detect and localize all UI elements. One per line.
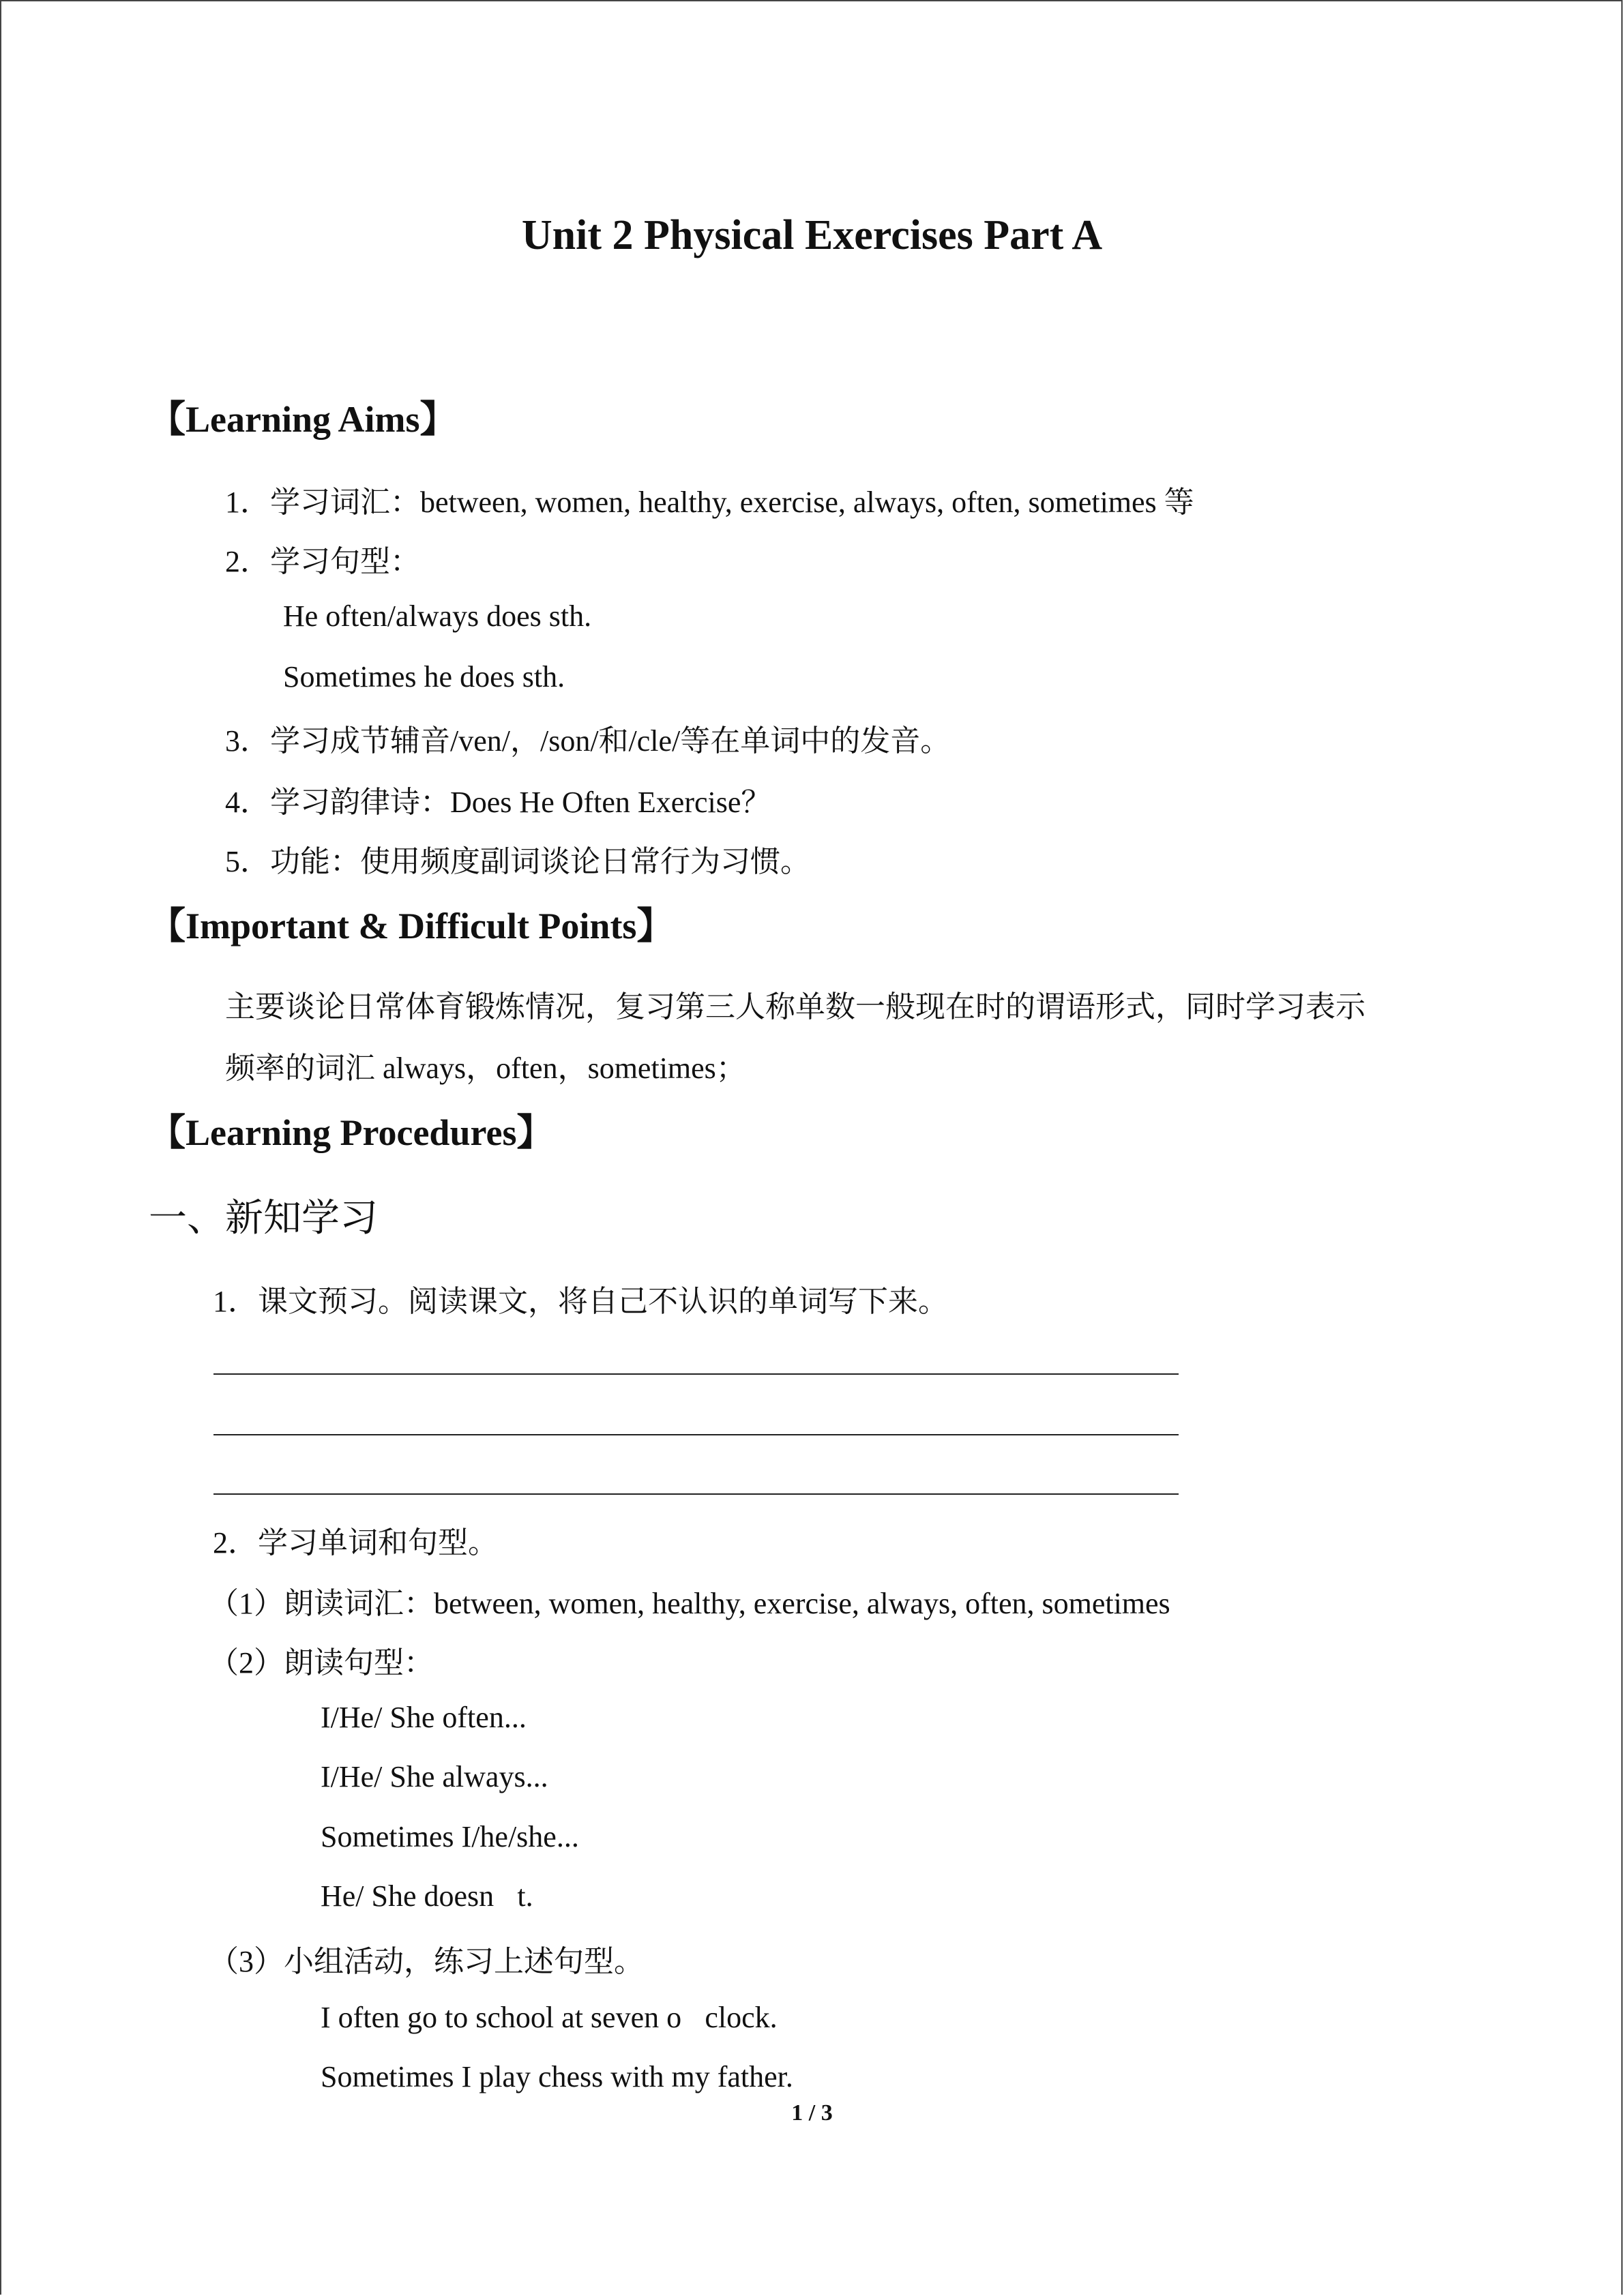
example-sentence-2: Sometimes I play chess with my father. xyxy=(321,2060,793,2093)
answer-line-3[interactable] xyxy=(213,1493,1179,1495)
pattern-sometimes: Sometimes I/he/she... xyxy=(321,1820,579,1853)
important-points-heading: 【Important & Difficult Points】 xyxy=(149,906,674,946)
pattern-often: I/He/ She often... xyxy=(321,1701,527,1734)
step-1-preview: 1．课文预习。阅读课文，将自己不认识的单词写下来。 xyxy=(213,1285,948,1318)
document-title: Unit 2 Physical Exercises Part A xyxy=(521,212,1103,258)
pattern-doesnt: He/ She doesn t. xyxy=(321,1879,533,1913)
aim-item-2: 2．学习句型： xyxy=(225,545,420,578)
pattern-always: I/He/ She always... xyxy=(321,1760,548,1793)
page-number: 1 / 3 xyxy=(791,2100,833,2126)
example-sentence-1: I often go to school at seven o clock. xyxy=(321,2001,778,2034)
sub-step-2-read-patterns: （2）朗读句型： xyxy=(209,1646,434,1680)
aim-item-3: 3．学习成节辅音/ven/，/son/和/cle/等在单词中的发音。 xyxy=(225,724,951,758)
answer-line-1[interactable] xyxy=(213,1373,1179,1375)
answer-line-2[interactable] xyxy=(213,1434,1179,1435)
sub-step-1-read-words: （1）朗读词汇：between, women, healthy, exercise, always, often, sometimes xyxy=(209,1587,1170,1620)
learning-aims-heading: 【Learning Aims】 xyxy=(149,399,457,440)
part-one-heading: 一、新知学习 xyxy=(149,1197,378,1240)
aim-item-4: 4．学习韵律诗：Does He Often Exercise？ xyxy=(225,786,771,819)
aim-pattern-1: He often/always does sth. xyxy=(283,599,592,633)
aim-pattern-2: Sometimes he does sth. xyxy=(283,660,565,694)
aim-item-5: 5．功能：使用频度副词谈论日常行为习惯。 xyxy=(225,845,810,878)
step-2-vocab-patterns: 2．学习单词和句型。 xyxy=(213,1526,498,1560)
aim-item-1: 1．学习词汇：between, women, healthy, exercise, always, often, sometimes 等 xyxy=(225,486,1194,519)
sub-step-3-group-activity: （3）小组活动，练习上述句型。 xyxy=(209,1945,644,1978)
important-points-line-1: 主要谈论日常体育锻炼情况，复习第三人称单数一般现在时的谓语形式，同时学习表示 xyxy=(225,990,1365,1024)
important-points-line-2: 频率的词汇 always，often，sometimes； xyxy=(225,1052,746,1085)
learning-procedures-heading: 【Learning Procedures】 xyxy=(149,1112,554,1153)
